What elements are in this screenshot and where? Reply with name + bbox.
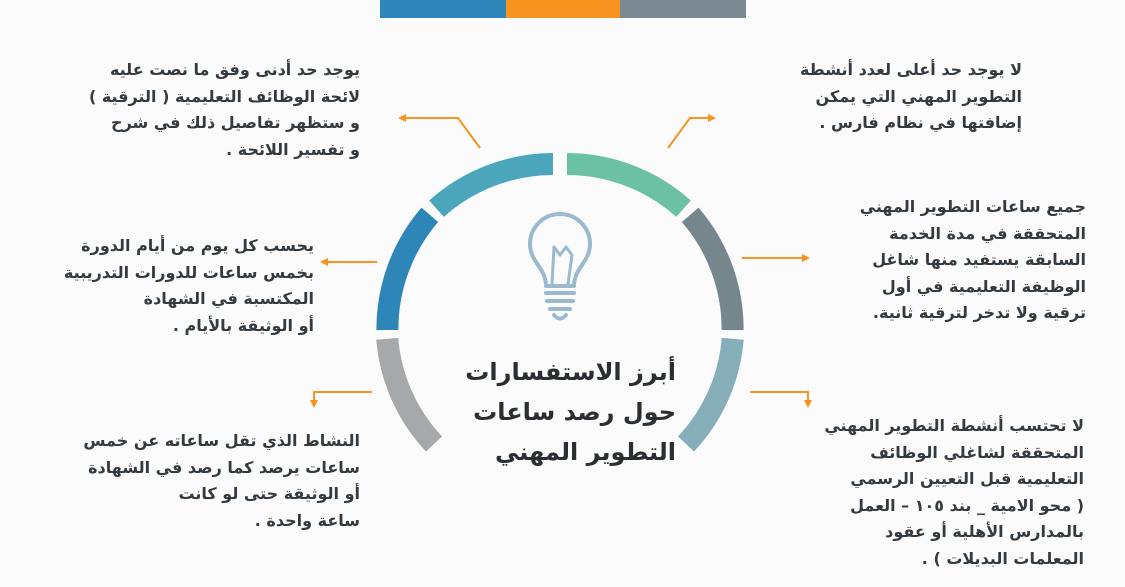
note-line: التعليمية قبل التعيين الرسمي (850, 469, 1084, 488)
note-line: المعلمات البديلات ) . (921, 548, 1084, 568)
note-line: ترقية ولا تدخر لترقية ثانية. (872, 303, 1086, 322)
connector-bottom-right (750, 392, 808, 402)
connector-bottom-left (314, 392, 372, 402)
note-line: لا تحتسب أنشطة التطوير المهني (824, 416, 1084, 435)
note-line: بالمدارس الأهلية أو عقود (885, 522, 1084, 541)
title-line: أبرز الاستفسارات (465, 358, 676, 386)
note-line: إضافتها في نظام فارس . (819, 113, 1022, 132)
note-line: السابقة يستفيد منها شاغل (872, 250, 1086, 269)
ring-segment-slate (690, 215, 732, 330)
note-bottom-left (36, 428, 360, 534)
title-line: حول رصد ساعات (473, 398, 676, 426)
note-line: ( محو الامية _ بند ١٠٥ – العمل (850, 495, 1084, 515)
note-line: و ستظهر تفاصيل ذلك في شرح (111, 113, 360, 132)
note-line: يحسب كل يوم من أيام الدورة (81, 236, 314, 255)
note-bottom-right (778, 413, 1084, 572)
note-line: لائحة الوظائف التعليمية ( الترقية ) (88, 86, 360, 106)
connector-top-left (404, 118, 480, 148)
note-line: ساعات يرصد كما رصد في الشهادة (88, 457, 360, 477)
note-line: المتحققة لشاغلي الوظائف (870, 442, 1084, 462)
note-line: المتحققة في مدة الخدمة (889, 223, 1086, 243)
note-middle-left (34, 233, 314, 339)
note-line: لا يوجد حد أعلى لعدد أنشطة (799, 60, 1022, 79)
note-line: يوجد حد أدنى وفق ما نصت عليه (109, 60, 360, 79)
ring-segment-light-blue (686, 339, 733, 444)
note-top-left (50, 57, 360, 163)
note-line: أو الوثيقة بالأيام . (172, 315, 314, 335)
note-line: النشاط الذي تقل ساعاته عن خمس (83, 431, 360, 450)
ring-segment-silver (387, 339, 434, 444)
note-line: الوظيفة التعليمية في أول (881, 276, 1086, 296)
note-line: بخمس ساعات للدورات التدريبية (63, 262, 314, 282)
connector-top-right (668, 118, 714, 148)
note-line: أو الوثيقة حتى لو كانت (178, 484, 360, 503)
note-line: و تفسير اللائحة . (226, 139, 360, 159)
note-middle-right (820, 194, 1086, 327)
note-line: التطوير المهني التي يمكن (815, 86, 1022, 106)
ring-segment-cyan (437, 164, 554, 209)
main-title (448, 352, 676, 472)
ring-segment-teal (567, 164, 684, 209)
title-line: التطوير المهني (494, 438, 676, 466)
ring-segment-blue (387, 215, 429, 330)
note-line: ساعة واحدة . (254, 510, 360, 530)
note-line: المكتسبة في الشهادة (143, 289, 314, 308)
note-top-right (752, 57, 1022, 137)
lightbulb-icon (530, 214, 590, 319)
note-line: جميع ساعات التطوير المهني (859, 197, 1086, 216)
